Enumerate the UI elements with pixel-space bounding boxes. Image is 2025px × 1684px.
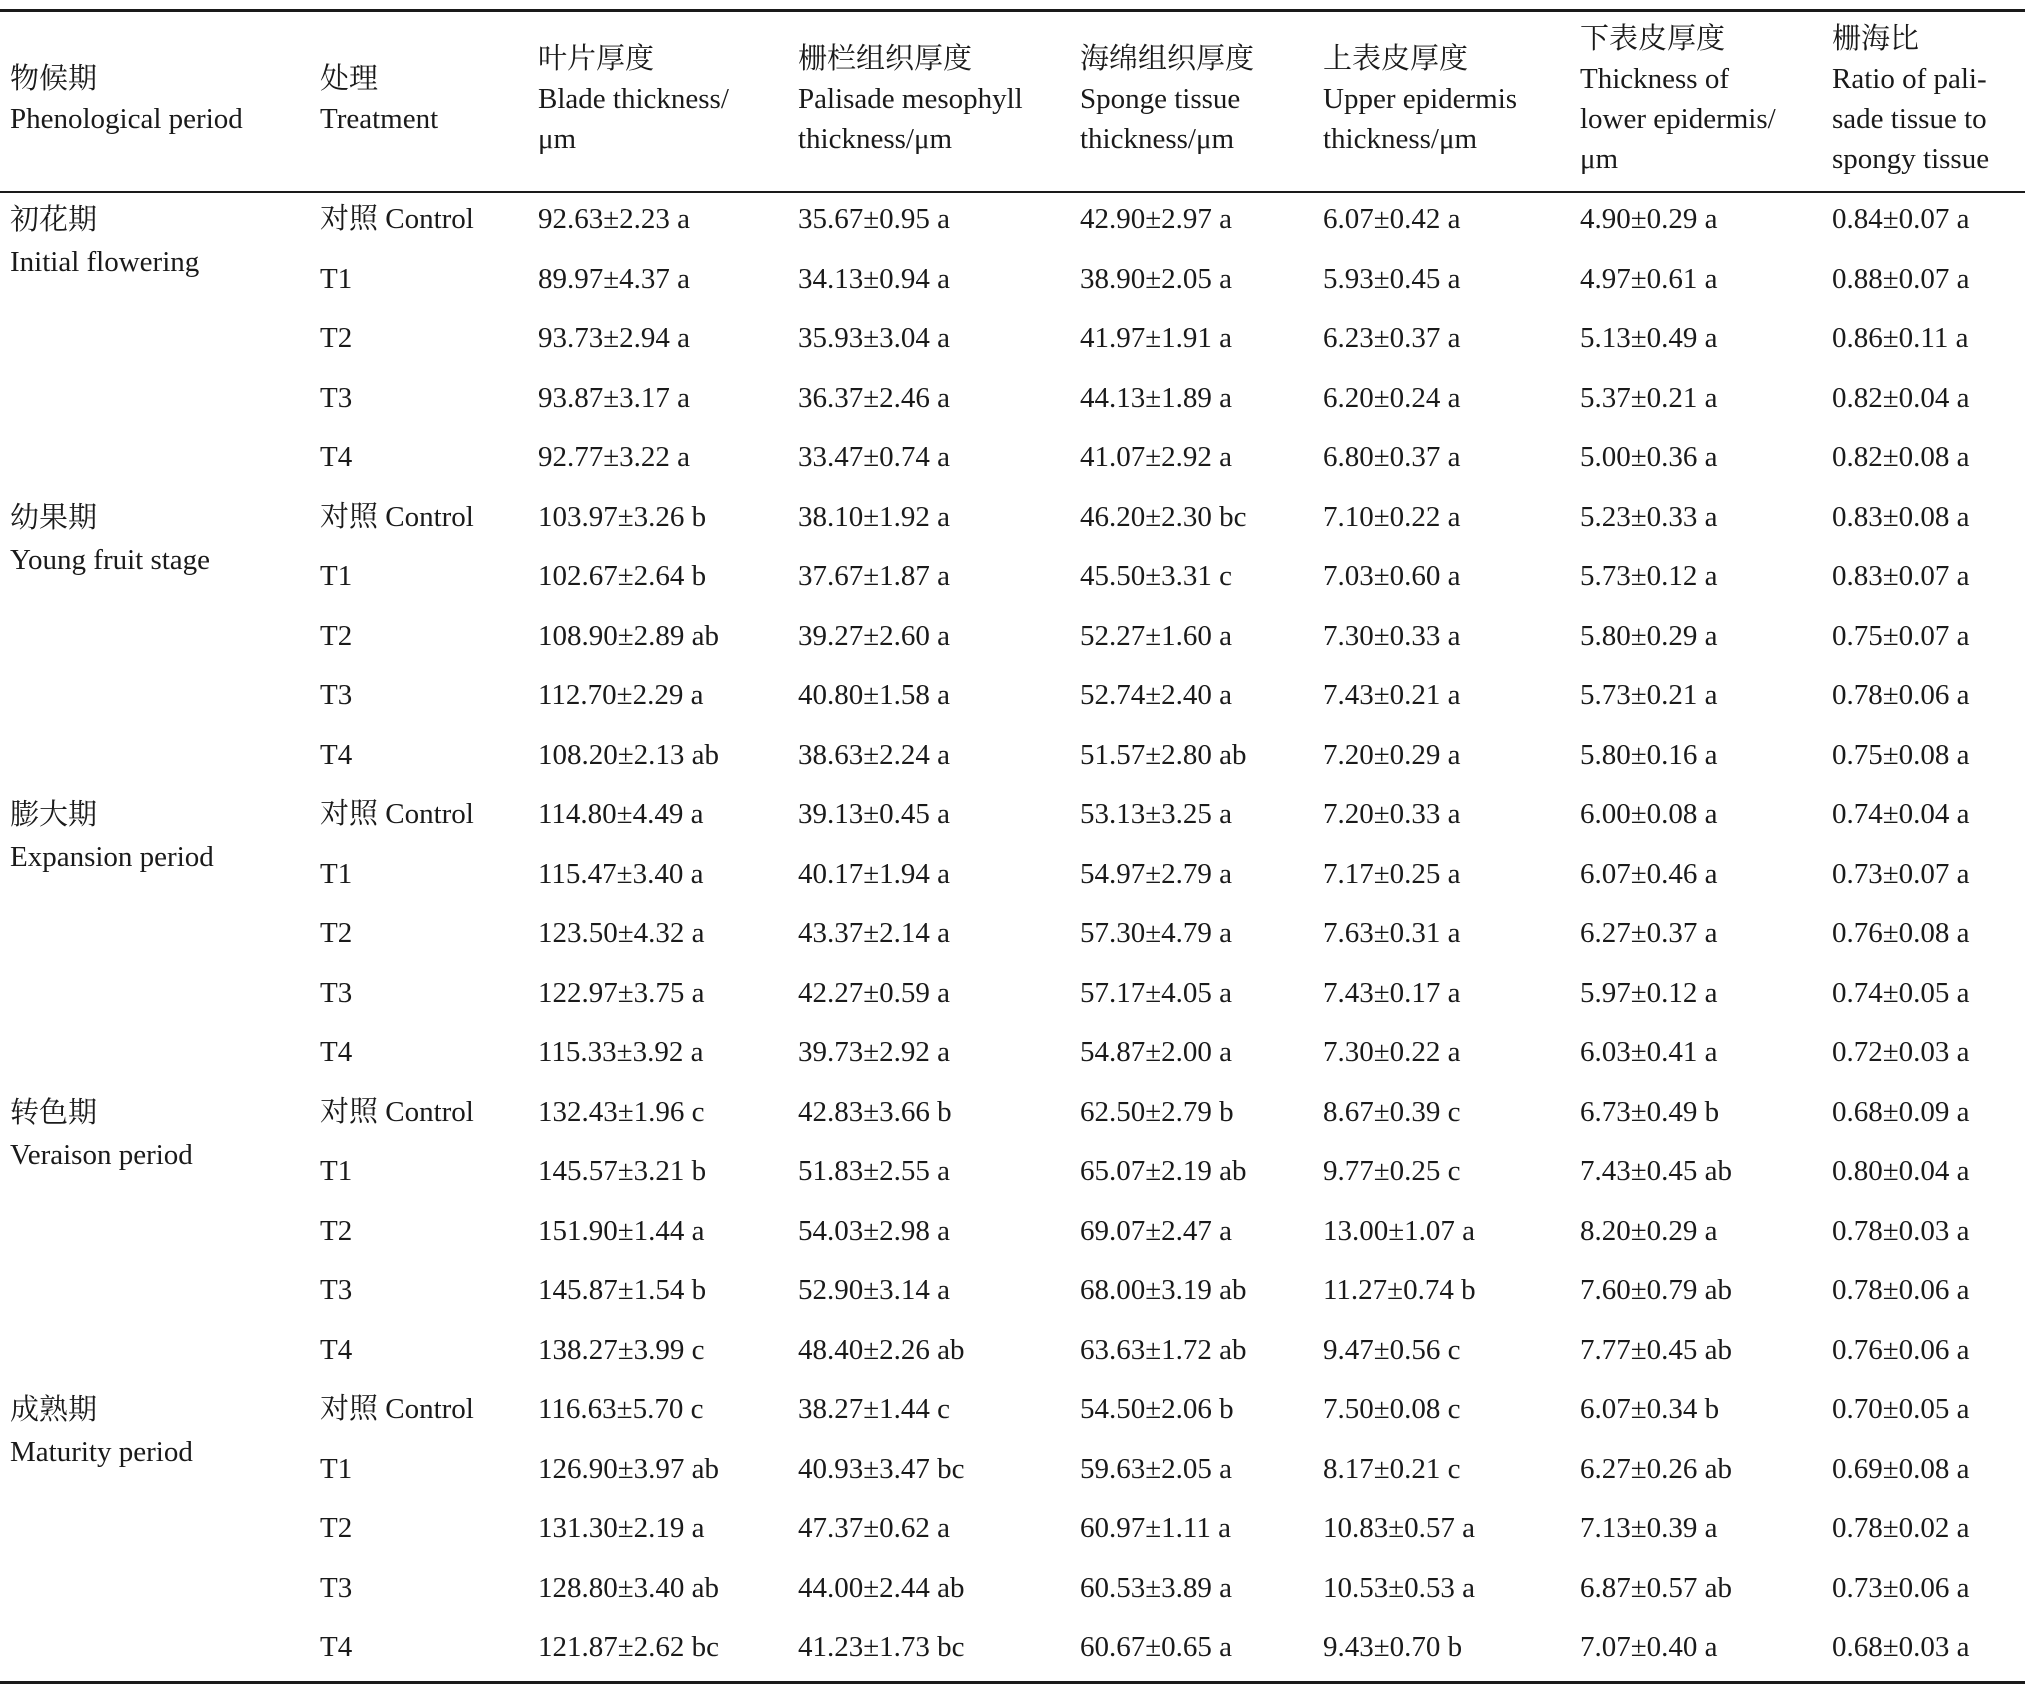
value-cell-lower-epidermis: 5.37±0.21 a	[1580, 381, 1718, 414]
treatment-cell: T2	[320, 1214, 353, 1247]
col-header-line: Treatment	[320, 102, 439, 135]
value-cell-palisade-thickness: 48.40±2.26 ab	[798, 1333, 965, 1366]
value-cell-blade-thickness: 123.50±4.32 a	[538, 917, 705, 949]
treatment-cell: T4	[320, 738, 353, 771]
col-header-line: 下表皮厚度	[1580, 22, 1726, 55]
value-cell-palisade-thickness: 39.73±2.92 a	[798, 1036, 951, 1068]
value-cell-lower-epidermis: 6.27±0.37 a	[1580, 917, 1718, 949]
value-cell-palisade-sponge-ratio: 0.78±0.06 a	[1832, 1274, 1970, 1306]
value-cell-blade-thickness: 102.67±2.64 b	[538, 560, 707, 592]
value-cell-lower-epidermis: 8.20±0.29 a	[1580, 1214, 1718, 1247]
col-header-line: 栅栏组织厚度	[798, 42, 973, 75]
value-cell-upper-epidermis: 13.00±1.07 a	[1323, 1214, 1476, 1247]
period-label: 成熟期	[10, 1394, 98, 1426]
col-header-line: Ratio of pali-	[1832, 62, 1987, 95]
value-cell-palisade-sponge-ratio: 0.76±0.06 a	[1832, 1333, 1970, 1366]
value-cell-palisade-sponge-ratio: 0.68±0.03 a	[1832, 1631, 1970, 1663]
value-cell-sponge-thickness: 60.53±3.89 a	[1080, 1571, 1233, 1604]
value-cell-sponge-thickness: 54.87±2.00 a	[1080, 1036, 1233, 1068]
col-header-line: Blade thickness/	[538, 82, 729, 115]
col-header-line: spongy tissue	[1832, 142, 1990, 175]
value-cell-palisade-sponge-ratio: 0.78±0.02 a	[1832, 1512, 1970, 1544]
value-cell-upper-epidermis: 6.80±0.37 a	[1323, 441, 1461, 473]
value-cell-upper-epidermis: 7.17±0.25 a	[1323, 857, 1461, 890]
col-header-line: thickness/μm	[1323, 122, 1478, 155]
value-cell-sponge-thickness: 46.20±2.30 bc	[1080, 500, 1247, 533]
value-cell-upper-epidermis: 6.23±0.37 a	[1323, 322, 1461, 354]
col-header-line: μm	[1580, 142, 1619, 175]
value-cell-upper-epidermis: 10.53±0.53 a	[1323, 1571, 1476, 1604]
value-cell-palisade-thickness: 42.27±0.59 a	[798, 976, 951, 1009]
value-cell-sponge-thickness: 69.07±2.47 a	[1080, 1214, 1233, 1247]
value-cell-sponge-thickness: 52.74±2.40 a	[1080, 679, 1233, 711]
value-cell-palisade-thickness: 40.93±3.47 bc	[798, 1452, 965, 1485]
col-header-line: Sponge tissue	[1080, 82, 1241, 115]
value-cell-lower-epidermis: 6.87±0.57 ab	[1580, 1571, 1733, 1604]
value-cell-palisade-thickness: 39.27±2.60 a	[798, 619, 951, 652]
table-row	[0, 788, 2025, 848]
value-cell-palisade-thickness: 40.80±1.58 a	[798, 679, 951, 711]
value-cell-palisade-sponge-ratio: 0.75±0.07 a	[1832, 619, 1970, 652]
value-cell-upper-epidermis: 7.50±0.08 c	[1323, 1393, 1461, 1425]
value-cell-palisade-thickness: 44.00±2.44 ab	[798, 1571, 965, 1604]
value-cell-palisade-sponge-ratio: 0.73±0.07 a	[1832, 857, 1970, 890]
treatment-cell: 对照 Control	[320, 798, 474, 830]
value-cell-palisade-sponge-ratio: 0.84±0.07 a	[1832, 203, 1970, 235]
value-cell-sponge-thickness: 38.90±2.05 a	[1080, 262, 1233, 295]
value-cell-upper-epidermis: 7.20±0.33 a	[1323, 798, 1461, 830]
treatment-cell: T4	[320, 1036, 353, 1068]
period-label: 膨大期	[10, 799, 98, 831]
treatment-cell: T1	[320, 857, 353, 890]
treatment-cell: T4	[320, 441, 353, 473]
col-header-phenological-period	[0, 11, 310, 193]
value-cell-palisade-sponge-ratio: 0.82±0.08 a	[1832, 441, 1970, 473]
value-cell-palisade-thickness: 33.47±0.74 a	[798, 441, 951, 473]
value-cell-blade-thickness: 108.20±2.13 ab	[538, 738, 720, 771]
period-cell	[0, 1086, 310, 1384]
value-cell-upper-epidermis: 7.10±0.22 a	[1323, 500, 1461, 533]
col-header-line: Upper epidermis	[1323, 82, 1518, 115]
value-cell-blade-thickness: 93.73±2.94 a	[538, 322, 691, 354]
value-cell-sponge-thickness: 57.30±4.79 a	[1080, 917, 1233, 949]
period-label: Veraison period	[10, 1138, 193, 1171]
value-cell-blade-thickness: 131.30±2.19 a	[538, 1512, 705, 1544]
value-cell-sponge-thickness: 68.00±3.19 ab	[1080, 1274, 1247, 1306]
value-cell-palisade-sponge-ratio: 0.69±0.08 a	[1832, 1452, 1970, 1485]
value-cell-palisade-sponge-ratio: 0.75±0.08 a	[1832, 738, 1970, 771]
value-cell-palisade-thickness: 37.67±1.87 a	[798, 560, 951, 592]
value-cell-blade-thickness: 145.57±3.21 b	[538, 1155, 707, 1187]
value-cell-upper-epidermis: 9.43±0.70 b	[1323, 1631, 1463, 1663]
value-cell-blade-thickness: 112.70±2.29 a	[538, 679, 704, 711]
value-cell-sponge-thickness: 53.13±3.25 a	[1080, 798, 1233, 830]
value-cell-lower-epidermis: 5.97±0.12 a	[1580, 976, 1718, 1009]
value-cell-palisade-sponge-ratio: 0.83±0.08 a	[1832, 500, 1970, 533]
treatment-cell: T2	[320, 917, 353, 949]
col-header-sponge-thickness	[1070, 11, 1313, 193]
col-header-line: 栅海比	[1832, 22, 1920, 55]
value-cell-blade-thickness: 145.87±1.54 b	[538, 1274, 707, 1306]
value-cell-blade-thickness: 89.97±4.37 a	[538, 262, 691, 295]
value-cell-lower-epidermis: 6.07±0.34 b	[1580, 1393, 1720, 1425]
value-cell-sponge-thickness: 54.97±2.79 a	[1080, 857, 1233, 890]
value-cell-palisade-thickness: 41.23±1.73 bc	[798, 1631, 965, 1663]
value-cell-blade-thickness: 115.47±3.40 a	[538, 857, 704, 890]
value-cell-palisade-sponge-ratio: 0.74±0.05 a	[1832, 976, 1970, 1009]
value-cell-sponge-thickness: 41.07±2.92 a	[1080, 441, 1233, 473]
value-cell-lower-epidermis: 7.43±0.45 ab	[1580, 1155, 1733, 1187]
col-header-line: 叶片厚度	[538, 42, 655, 75]
treatment-cell: T2	[320, 322, 353, 354]
value-cell-lower-epidermis: 6.07±0.46 a	[1580, 857, 1718, 890]
value-cell-sponge-thickness: 60.97±1.11 a	[1080, 1512, 1231, 1544]
value-cell-palisade-thickness: 34.13±0.94 a	[798, 262, 951, 295]
value-cell-blade-thickness: 103.97±3.26 b	[538, 500, 707, 533]
value-cell-upper-epidermis: 7.30±0.22 a	[1323, 1036, 1461, 1068]
col-header-line: Palisade mesophyll	[798, 82, 1023, 115]
table-row	[0, 1086, 2025, 1146]
value-cell-palisade-sponge-ratio: 0.72±0.03 a	[1832, 1036, 1970, 1068]
treatment-cell: 对照 Control	[320, 203, 474, 235]
value-cell-lower-epidermis: 5.73±0.12 a	[1580, 560, 1718, 592]
value-cell-sponge-thickness: 63.63±1.72 ab	[1080, 1333, 1247, 1366]
value-cell-upper-epidermis: 6.20±0.24 a	[1323, 381, 1461, 414]
value-cell-palisade-sponge-ratio: 0.70±0.05 a	[1832, 1393, 1970, 1425]
value-cell-sponge-thickness: 57.17±4.05 a	[1080, 976, 1233, 1009]
value-cell-upper-epidermis: 6.07±0.42 a	[1323, 203, 1461, 235]
treatment-cell: T4	[320, 1333, 353, 1366]
value-cell-palisade-thickness: 38.27±1.44 c	[798, 1393, 951, 1425]
value-cell-lower-epidermis: 7.77±0.45 ab	[1580, 1333, 1733, 1366]
value-cell-upper-epidermis: 7.03±0.60 a	[1323, 560, 1461, 592]
value-cell-palisade-sponge-ratio: 0.73±0.06 a	[1832, 1571, 1970, 1604]
value-cell-palisade-sponge-ratio: 0.88±0.07 a	[1832, 262, 1970, 295]
col-header-blade-thickness	[528, 11, 788, 193]
col-header-line: thickness/μm	[798, 122, 953, 155]
value-cell-upper-epidermis: 7.43±0.17 a	[1323, 976, 1461, 1009]
col-header-treatment	[310, 11, 528, 193]
treatment-cell: T1	[320, 1452, 353, 1485]
table-row	[0, 491, 2025, 551]
treatment-cell: 对照 Control	[320, 1095, 474, 1128]
header-row	[0, 11, 2025, 193]
value-cell-palisade-thickness: 35.93±3.04 a	[798, 322, 951, 354]
value-cell-blade-thickness: 116.63±5.70 c	[538, 1393, 704, 1425]
value-cell-upper-epidermis: 11.27±0.74 b	[1323, 1274, 1476, 1306]
value-cell-blade-thickness: 114.80±4.49 a	[538, 798, 704, 830]
value-cell-palisade-sponge-ratio: 0.78±0.06 a	[1832, 679, 1970, 711]
treatment-cell: T3	[320, 1274, 353, 1306]
value-cell-blade-thickness: 126.90±3.97 ab	[538, 1452, 720, 1485]
period-label: Maturity period	[10, 1436, 193, 1468]
value-cell-sponge-thickness: 45.50±3.31 c	[1080, 560, 1233, 592]
period-cell	[0, 1383, 310, 1682]
col-header-palisade-thickness	[788, 11, 1070, 193]
period-label: Young fruit stage	[10, 543, 211, 576]
value-cell-blade-thickness: 128.80±3.40 ab	[538, 1571, 720, 1604]
treatment-cell: T1	[320, 262, 353, 295]
value-cell-lower-epidermis: 5.23±0.33 a	[1580, 500, 1718, 533]
treatment-cell: T1	[320, 560, 353, 592]
table-body	[0, 192, 2025, 1682]
value-cell-lower-epidermis: 4.97±0.61 a	[1580, 262, 1718, 295]
value-cell-lower-epidermis: 5.13±0.49 a	[1580, 322, 1718, 354]
table-row	[0, 1383, 2025, 1443]
value-cell-upper-epidermis: 5.93±0.45 a	[1323, 262, 1461, 295]
value-cell-lower-epidermis: 6.27±0.26 ab	[1580, 1452, 1733, 1485]
value-cell-upper-epidermis: 7.30±0.33 a	[1323, 619, 1461, 652]
value-cell-sponge-thickness: 65.07±2.19 ab	[1080, 1155, 1247, 1187]
value-cell-blade-thickness: 132.43±1.96 c	[538, 1095, 705, 1128]
value-cell-palisade-sponge-ratio: 0.74±0.04 a	[1832, 798, 1970, 830]
value-cell-lower-epidermis: 7.60±0.79 ab	[1580, 1274, 1733, 1306]
value-cell-blade-thickness: 121.87±2.62 bc	[538, 1631, 720, 1663]
value-cell-upper-epidermis: 9.77±0.25 c	[1323, 1155, 1461, 1187]
value-cell-upper-epidermis: 8.17±0.21 c	[1323, 1452, 1461, 1485]
treatment-cell: T3	[320, 381, 353, 414]
col-header-lower-epidermis	[1570, 11, 1822, 193]
value-cell-upper-epidermis: 9.47±0.56 c	[1323, 1333, 1461, 1366]
col-header-line: 物候期	[10, 62, 98, 95]
period-label: 幼果期	[10, 501, 98, 534]
value-cell-lower-epidermis: 5.80±0.29 a	[1580, 619, 1718, 652]
value-cell-palisade-sponge-ratio: 0.83±0.07 a	[1832, 560, 1970, 592]
value-cell-blade-thickness: 92.77±3.22 a	[538, 441, 691, 473]
value-cell-palisade-thickness: 38.10±1.92 a	[798, 500, 951, 533]
treatment-cell: T4	[320, 1631, 353, 1663]
col-header-line: Phenological period	[10, 102, 243, 135]
value-cell-lower-epidermis: 5.00±0.36 a	[1580, 441, 1718, 473]
value-cell-upper-epidermis: 7.20±0.29 a	[1323, 738, 1461, 771]
value-cell-upper-epidermis: 7.63±0.31 a	[1323, 917, 1461, 949]
value-cell-sponge-thickness: 59.63±2.05 a	[1080, 1452, 1233, 1485]
value-cell-palisade-thickness: 39.13±0.45 a	[798, 798, 951, 830]
treatment-cell: T3	[320, 679, 353, 711]
value-cell-lower-epidermis: 6.03±0.41 a	[1580, 1036, 1718, 1068]
value-cell-sponge-thickness: 60.67±0.65 a	[1080, 1631, 1233, 1663]
col-header-line: μm	[538, 122, 577, 155]
value-cell-palisade-thickness: 52.90±3.14 a	[798, 1274, 951, 1306]
value-cell-palisade-sponge-ratio: 0.86±0.11 a	[1832, 322, 1969, 354]
value-cell-lower-epidermis: 7.07±0.40 a	[1580, 1631, 1718, 1663]
value-cell-sponge-thickness: 44.13±1.89 a	[1080, 381, 1233, 414]
treatment-cell: T2	[320, 1512, 353, 1544]
treatment-cell: 对照 Control	[320, 500, 474, 533]
value-cell-blade-thickness: 151.90±1.44 a	[538, 1214, 705, 1247]
value-cell-lower-epidermis: 7.13±0.39 a	[1580, 1512, 1718, 1544]
value-cell-palisade-thickness: 40.17±1.94 a	[798, 857, 951, 890]
period-label: Initial flowering	[10, 246, 200, 278]
value-cell-lower-epidermis: 5.73±0.21 a	[1580, 679, 1718, 711]
treatment-cell: T1	[320, 1155, 353, 1187]
col-header-line: lower epidermis/	[1580, 102, 1776, 135]
value-cell-palisade-sponge-ratio: 0.76±0.08 a	[1832, 917, 1970, 949]
value-cell-upper-epidermis: 10.83±0.57 a	[1323, 1512, 1476, 1544]
value-cell-sponge-thickness: 52.27±1.60 a	[1080, 619, 1233, 652]
value-cell-upper-epidermis: 8.67±0.39 c	[1323, 1095, 1461, 1128]
treatment-cell: T3	[320, 976, 353, 1009]
col-header-line: Thickness of	[1580, 62, 1729, 95]
value-cell-palisade-thickness: 35.67±0.95 a	[798, 203, 951, 235]
value-cell-palisade-thickness: 36.37±2.46 a	[798, 381, 951, 414]
value-cell-blade-thickness: 92.63±2.23 a	[538, 203, 691, 235]
value-cell-lower-epidermis: 6.73±0.49 b	[1580, 1095, 1720, 1128]
value-cell-sponge-thickness: 54.50±2.06 b	[1080, 1393, 1234, 1425]
value-cell-sponge-thickness: 42.90±2.97 a	[1080, 203, 1233, 235]
period-label: 转色期	[10, 1096, 98, 1129]
value-cell-blade-thickness: 122.97±3.75 a	[538, 976, 705, 1009]
value-cell-blade-thickness: 108.90±2.89 ab	[538, 619, 720, 652]
value-cell-upper-epidermis: 7.43±0.21 a	[1323, 679, 1461, 711]
value-cell-sponge-thickness: 51.57±2.80 ab	[1080, 738, 1247, 771]
data-table	[0, 9, 2025, 1684]
value-cell-sponge-thickness: 41.97±1.91 a	[1080, 322, 1233, 354]
value-cell-blade-thickness: 93.87±3.17 a	[538, 381, 691, 414]
col-header-line: 处理	[320, 62, 379, 95]
col-header-line: thickness/μm	[1080, 122, 1235, 155]
value-cell-palisade-thickness: 43.37±2.14 a	[798, 917, 951, 949]
value-cell-palisade-sponge-ratio: 0.68±0.09 a	[1832, 1095, 1970, 1128]
treatment-cell: T2	[320, 619, 353, 652]
value-cell-sponge-thickness: 62.50±2.79 b	[1080, 1095, 1234, 1128]
treatment-cell: 对照 Control	[320, 1393, 474, 1425]
value-cell-palisade-thickness: 54.03±2.98 a	[798, 1214, 951, 1247]
col-header-upper-epidermis	[1313, 11, 1570, 193]
period-cell	[0, 491, 310, 789]
value-cell-palisade-thickness: 47.37±0.62 a	[798, 1512, 951, 1544]
value-cell-palisade-thickness: 42.83±3.66 b	[798, 1095, 952, 1128]
value-cell-palisade-sponge-ratio: 0.78±0.03 a	[1832, 1214, 1970, 1247]
period-label: Expansion period	[10, 841, 214, 873]
value-cell-lower-epidermis: 4.90±0.29 a	[1580, 203, 1718, 235]
period-cell	[0, 192, 310, 491]
value-cell-palisade-sponge-ratio: 0.82±0.04 a	[1832, 381, 1970, 414]
col-header-line: 海绵组织厚度	[1080, 42, 1255, 75]
value-cell-palisade-thickness: 38.63±2.24 a	[798, 738, 951, 771]
period-cell	[0, 788, 310, 1086]
value-cell-blade-thickness: 115.33±3.92 a	[538, 1036, 704, 1068]
value-cell-blade-thickness: 138.27±3.99 c	[538, 1333, 705, 1366]
col-header-line: sade tissue to	[1832, 102, 1987, 135]
col-header-line: 上表皮厚度	[1323, 42, 1469, 75]
value-cell-palisade-sponge-ratio: 0.80±0.04 a	[1832, 1155, 1970, 1187]
period-label: 初花期	[10, 204, 98, 236]
table-header	[0, 11, 2025, 193]
table-row	[0, 192, 2025, 253]
value-cell-palisade-thickness: 51.83±2.55 a	[798, 1155, 951, 1187]
treatment-cell: T3	[320, 1571, 353, 1604]
value-cell-lower-epidermis: 6.00±0.08 a	[1580, 798, 1718, 830]
value-cell-lower-epidermis: 5.80±0.16 a	[1580, 738, 1718, 771]
col-header-palisade-sponge-ratio	[1822, 11, 2025, 193]
